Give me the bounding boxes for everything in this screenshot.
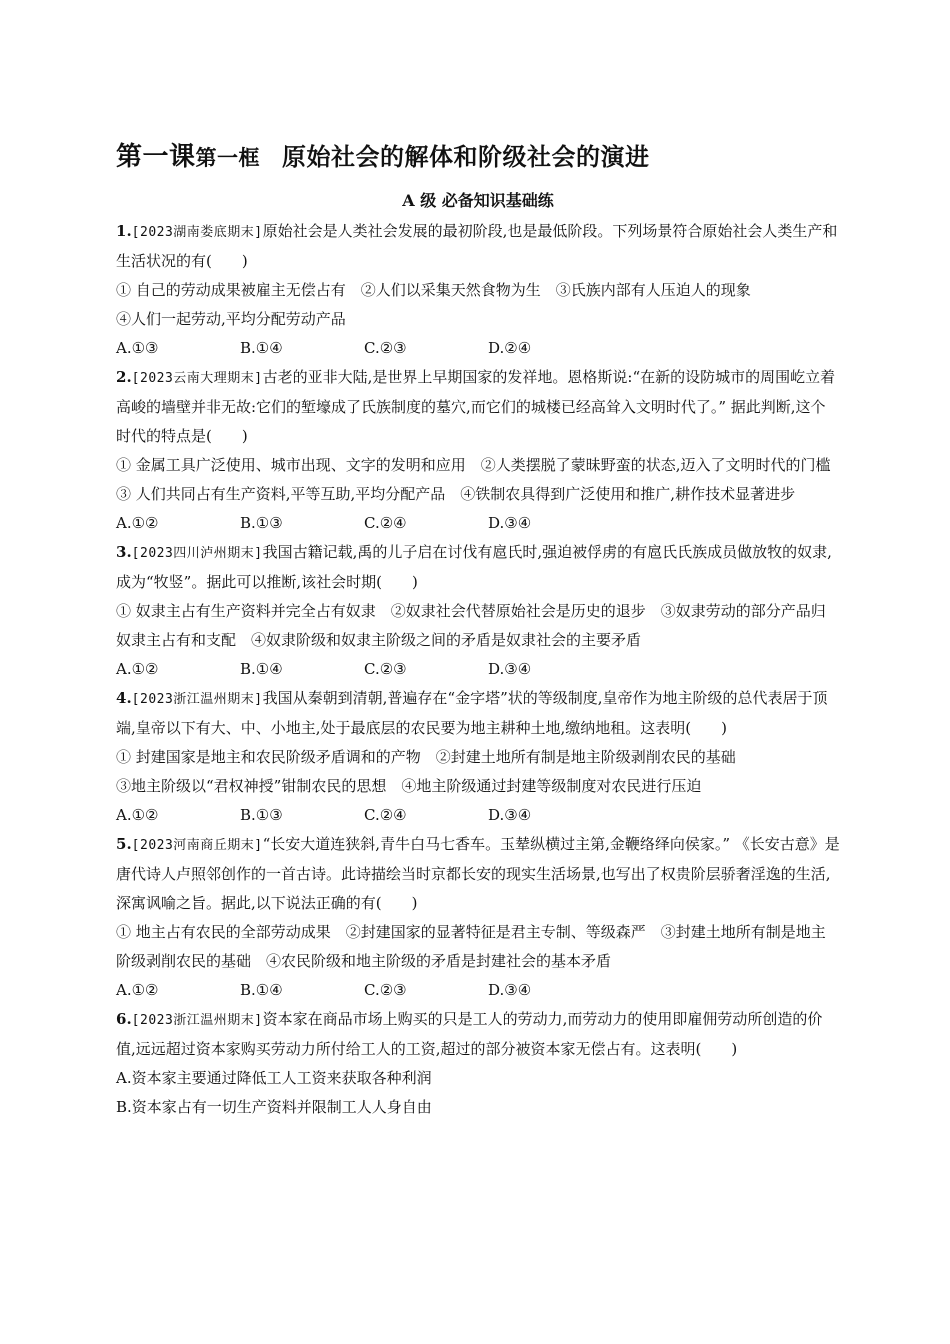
question-statements: ③地主阶级以“君权神授”钳制农民的思想 ④地主阶级通过封建等级制度对农民进行压迫: [116, 777, 702, 795]
answer-choice: A.①②: [116, 981, 159, 999]
question-source: [2023浙江温州期末]: [131, 1013, 263, 1028]
question-stem: 5.[2023河南商丘期末]“长安大道连狭斜,青牛白马七香车。玉辇纵横过主第,金鞭络绎向侯家。” 《长安古意》是唐代诗人卢照邻创作的一首古诗。此诗描绘当时京都长安的现实生活场景,也写出了权贵阶层骄奢淫逸的生活,深寓讽喻之旨。据此,以下说法正确的有( ): [116, 835, 840, 912]
question-text: 古老的亚非大陆,是世界上早期国家的发祥地。恩格斯说:“在新的设防城市的周围屹立着高峻的墙壁并非无故:它们的堑壕成了氏族制度的墓穴,而它们的城楼已经高耸入文明时代了。” 据此判断,这个时代的特点是( ): [116, 368, 836, 445]
answer-choice: D.③④: [488, 806, 532, 824]
answer-choice: A.①③: [116, 339, 159, 357]
question-number: 3: [116, 543, 127, 561]
answer-choice: C.②③: [364, 339, 407, 357]
question-item: [116, 830, 840, 1005]
question-text: 原始社会是人类社会发展的最初阶段,也是最低阶段。下列场景符合原始社会人类生产和生活状况的有( ): [116, 222, 838, 270]
question-item: [116, 684, 840, 830]
answer-choice: B.①③: [240, 514, 283, 532]
question-item: [116, 1005, 840, 1122]
answer-choice: B.①④: [240, 981, 283, 999]
answer-choice: A.①②: [116, 660, 159, 678]
question-source: [2023四川泸州期末]: [131, 546, 263, 561]
question-stem: 4.[2023浙江温州期末]我国从秦朝到清朝,普遍存在“金字塔”状的等级制度,皇帝作为地主阶级的总代表居于顶端,皇帝以下有大、中、小地主,处于最底层的农民要为地主耕种土地,缴纳地租。这表明( ): [116, 689, 828, 737]
answer-choice: D.③④: [488, 514, 532, 532]
answer-choices: [116, 509, 840, 538]
question-stem: 1.[2023湖南娄底期末]原始社会是人类社会发展的最初阶段,也是最低阶段。下列场景符合原始社会人类生产和生活状况的有( ): [116, 222, 838, 270]
page-title: [116, 140, 840, 175]
answer-choice: B.①④: [240, 339, 283, 357]
title-lesson: 第一课: [116, 142, 196, 172]
question-stem: 6.[2023浙江温州期末]资本家在商品市场上购买的只是工人的劳动力,而劳动力的使用即雇佣劳动所创造的价值,远远超过资本家购买劳动力所付给工人的工资,超过的部分被资本家无偿占有。这表明( ): [116, 1010, 823, 1058]
answer-choice: C.②③: [364, 660, 407, 678]
answer-choice: A.①②: [116, 806, 159, 824]
answer-choices: [116, 334, 840, 363]
question-text: “长安大道连狭斜,青牛白马七香车。玉辇纵横过主第,金鞭络绎向侯家。” 《长安古意》是唐代诗人卢照邻创作的一首古诗。此诗描绘当时京都长安的现实生活场景,也写出了权贵阶层骄奢淫逸的生活,深寓讽喻之旨。据此,以下说法正确的有( ): [116, 835, 840, 912]
answer-choice: D.③④: [488, 660, 532, 678]
question-text: 我国古籍记载,禹的儿子启在讨伐有扈氏时,强迫被俘虏的有扈氏氏族成员做放牧的奴隶,成为“牧竖”。据此可以推断,该社会时期( ): [116, 543, 832, 591]
question-statements: ④人们一起劳动,平均分配劳动产品: [116, 310, 346, 328]
answer-choice: C.②④: [364, 806, 407, 824]
question-item: [116, 217, 840, 363]
question-stem: 3.[2023四川泸州期末]我国古籍记载,禹的儿子启在讨伐有扈氏时,强迫被俘虏的有扈氏氏族成员做放牧的奴隶,成为“牧竖”。据此可以推断,该社会时期( ): [116, 543, 832, 591]
answer-choice: A.①②: [116, 514, 159, 532]
question-number: 6: [116, 1010, 127, 1028]
question-number: 4: [116, 689, 127, 707]
question-statements: ① 自己的劳动成果被雇主无偿占有 ②人们以采集天然食物为生 ③氏族内部有人压迫人的现象: [116, 281, 751, 299]
answer-choice: C.②③: [364, 981, 407, 999]
question-statements: ① 金属工具广泛使用、城市出现、文字的发明和应用 ②人类摆脱了蒙昧野蛮的状态,迈入了文明时代的门槛: [116, 456, 831, 474]
question-number: 2: [116, 368, 127, 386]
question-statements: ③ 人们共同占有生产资料,平等互助,平均分配产品 ④铁制农具得到广泛使用和推广,耕作技术显著进步: [116, 485, 796, 503]
question-item: [116, 363, 840, 538]
question-item: [116, 538, 840, 684]
question-source: [2023浙江温州期末]: [131, 692, 263, 707]
question-source: [2023河南商丘期末]: [131, 838, 263, 853]
answer-choice: C.②④: [364, 514, 407, 532]
question-stem: 2.[2023云南大理期末]古老的亚非大陆,是世界上早期国家的发祥地。恩格斯说:“在新的设防城市的周围屹立着高峻的墙壁并非无故:它们的堑壕成了氏族制度的墓穴,而它们的城楼已经高耸入文明时代了。” 据此判断,这个时代的特点是( ): [116, 368, 836, 445]
question-statements: ① 奴隶主占有生产资料并完全占有奴隶 ②奴隶社会代替原始社会是历史的退步 ③奴隶劳动的部分产品归奴隶主占有和支配 ④奴隶阶级和奴隶主阶级之间的矛盾是奴隶社会的主要矛盾: [116, 602, 826, 649]
answer-choices: [116, 976, 840, 1005]
question-text: 资本家在商品市场上购买的只是工人的劳动力,而劳动力的使用即雇佣劳动所创造的价值,远远超过资本家购买劳动力所付给工人的工资,超过的部分被资本家无偿占有。这表明( ): [116, 1010, 823, 1058]
question-statements: B.资本家占有一切生产资料并限制工人人身自由: [116, 1098, 432, 1116]
question-statements: A.资本家主要通过降低工人工资来获取各种利润: [116, 1069, 432, 1087]
question-list: [116, 217, 840, 1122]
answer-choice: B.①③: [240, 806, 283, 824]
answer-choices: [116, 655, 840, 684]
title-topic: 原始社会的解体和阶级社会的演进: [282, 143, 650, 171]
title-frame: 第一框: [195, 146, 261, 170]
question-statements: ① 封建国家是地主和农民阶级矛盾调和的产物 ②封建土地所有制是地主阶级剥削农民的基础: [116, 748, 736, 766]
question-source: [2023云南大理期末]: [131, 371, 263, 386]
answer-choices: [116, 801, 840, 830]
answer-choice: D.③④: [488, 981, 532, 999]
level-heading: A 级 必备知识基础练: [402, 191, 554, 210]
answer-choice: B.①④: [240, 660, 283, 678]
question-source: [2023湖南娄底期末]: [131, 225, 263, 240]
question-statements: ① 地主占有农民的全部劳动成果 ②封建国家的显著特征是君主专制、等级森严 ③封建土地所有制是地主阶级剥削农民的基础 ④农民阶级和地主阶级的矛盾是封建社会的基本矛盾: [116, 923, 826, 970]
answer-choice: D.②④: [488, 339, 532, 357]
question-number: 1: [116, 222, 127, 240]
question-number: 5: [116, 835, 127, 853]
question-text: 我国从秦朝到清朝,普遍存在“金字塔”状的等级制度,皇帝作为地主阶级的总代表居于顶端,皇帝以下有大、中、小地主,处于最底层的农民要为地主耕种土地,缴纳地租。这表明( ): [116, 689, 828, 737]
